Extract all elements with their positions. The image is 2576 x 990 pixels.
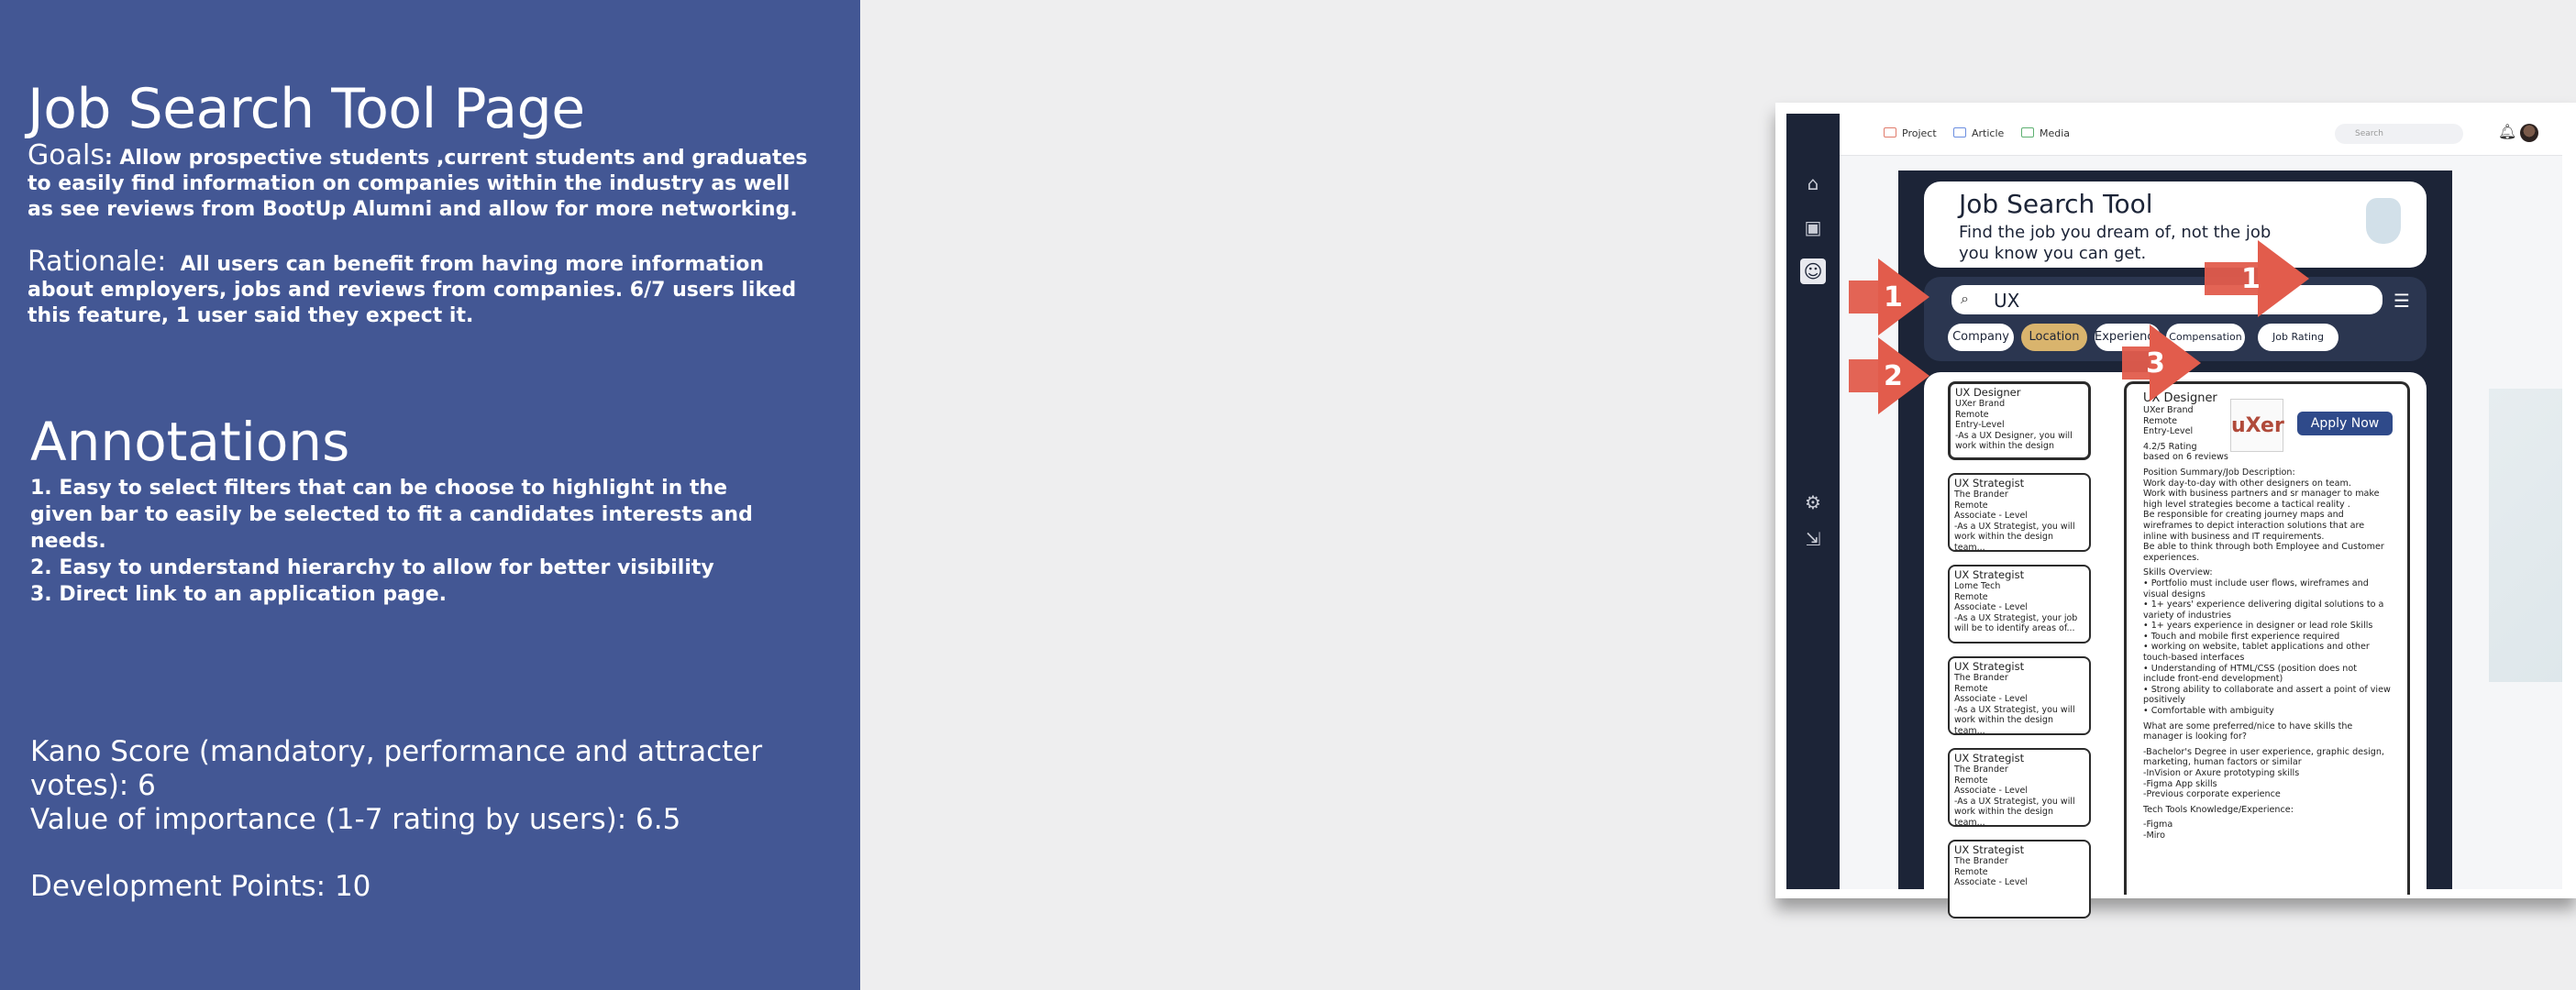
summary-heading: Position Summary/Job Description: [2143,467,2295,478]
reviews-text: based on 6 reviews [2143,452,2228,463]
annotation-item: 2. Easy to understand hierarchy to allow for better visibility [30,556,714,579]
job-card-line: Associate - Level [1954,602,2029,612]
goals-body: : Allow prospective students ,current students and graduates to easily find information on companies within the industry as well as see reviews from BootUp Alumni and allow for more networking. [28,147,808,221]
article-icon [1953,127,1966,138]
job-card-line: Lome Tech [1954,581,2001,591]
annotation-item: 1. Easy to select filters that can be choose to highlight in the given bar to easily be selected to fit a candidates interests and needs. [30,477,753,553]
job-detail [2124,381,2410,895]
job-search-app [1898,170,2452,889]
rating-text: 4.2/5 Rating [2143,441,2197,452]
results-panel [1924,372,2427,889]
filter-compensation[interactable]: Compensation [2166,324,2245,351]
annotation-arrow-3 [2122,324,2201,402]
detail-line: • 1+ years experience in designer or lead role Skills [2143,621,2373,632]
job-card-title: UX Designer [1955,386,2021,399]
detail-line: -Figma [2143,820,2173,830]
search-icon: ⌕ [1961,290,1969,307]
filter-company[interactable]: Company [1948,324,2014,351]
nav-label: Article [1972,127,2005,139]
briefcase-icon[interactable]: ▣ [1804,216,1822,238]
job-card[interactable] [1948,656,2091,735]
job-card-title: UX Strategist [1954,660,2025,673]
skills-heading: Skills Overview: [2143,567,2213,578]
summary-list [2143,478,2391,564]
app-subtitle: Find the job you dream of, not the job you know you can get. [1959,223,2272,263]
nav-media[interactable] [2021,127,2070,139]
detail-line: -Miro [2143,830,2166,841]
nav-label: Project [1902,127,1937,139]
logout-icon[interactable]: ⇲ [1805,528,1821,550]
filter-settings-icon[interactable]: ☰ [2394,290,2410,312]
job-card-line: Remote [1954,775,1988,786]
mockup-screenshot [1786,114,2562,889]
top-search-input[interactable]: Search [2335,124,2463,144]
annotation-arrow-2 [1849,337,1929,414]
nav-project[interactable] [1884,127,1937,139]
annotation-item: 3. Direct link to an application page. [30,583,448,606]
job-card-line: -As a UX Strategist, you will work within the design team... [1954,704,2075,736]
company-logo: uXer [2230,399,2283,452]
goals-label: Goals [28,139,105,171]
goals-text [28,139,816,223]
detail-line: • 1+ years' experience delivering digital solutions to a variety of industries [2143,600,2384,621]
job-card-line: -As a UX Strategist, your job will be to identify areas of... [1954,612,2078,633]
annotations-title: Annotations [30,411,350,473]
job-card[interactable] [1948,840,2091,918]
job-card-line: The Brander [1954,490,2008,500]
bell-icon[interactable]: 🔔︎ [2498,123,2517,140]
preferred-list [2143,747,2391,800]
annotation-marker: 3 [2146,346,2165,380]
job-card[interactable] [1948,565,2091,644]
job-card-title: UX Strategist [1954,477,2025,490]
job-card-line: Remote [1954,866,1988,877]
job-card-line: Associate - Level [1954,511,2029,521]
job-card-line: -As a UX Strategist, you will work within the design team... [1954,521,2075,553]
annotation-marker: 1 [1884,280,1903,314]
detail-line: -Bachelor's Degree in user experience, graphic design, marketing, human factors or similar [2143,746,2384,768]
rationale-label: Rationale: [28,246,167,278]
nav-article[interactable] [1953,127,2004,139]
job-card-title: UX Strategist [1954,752,2025,764]
detail-line: • Touch and mobile first experience required [2143,631,2340,642]
detail-line: • Portfolio must include user flows, wireframes and visual designs [2143,578,2369,600]
job-card-line: Remote [1954,683,1988,694]
mockup-card [1775,103,2576,898]
detail-location: Remote [2143,415,2178,426]
annotation-marker: 2 [1884,359,1903,392]
slide-text-panel [0,0,860,990]
detail-line: Work with business partners and sr manager to make high level strategies become a tactical reality . [2143,489,2380,510]
job-card-title: UX Strategist [1954,843,2025,856]
filter-location[interactable]: Location [2021,324,2087,351]
app-title: Job Search Tool [1959,189,2153,219]
job-card-line: Entry-Level [1955,420,2005,430]
app-header [1924,182,2427,268]
job-card[interactable] [1948,748,2091,827]
detail-level: Entry-Level [2143,426,2194,437]
annotations-list [30,475,764,608]
job-card-line: Associate - Level [1954,877,2029,887]
job-card-line: UXer Brand [1955,399,2006,409]
tools-list [2143,820,2391,841]
detail-company: UXer Brand [2143,405,2194,415]
job-card-line: Remote [1954,500,1988,511]
search-value: UX [1994,290,2020,312]
skills-list [2143,578,2391,717]
home-icon[interactable]: ⌂ [1807,172,1819,194]
media-icon [2021,127,2034,138]
rationale-text [28,246,816,329]
top-nav [1840,114,2562,156]
avatar[interactable] [2520,124,2538,142]
detail-title: UX Designer [2143,391,2217,405]
detail-line: -Previous corporate experience [2143,789,2281,800]
preferred-heading: What are some preferred/nice to have skills the manager is looking for? [2143,720,2353,742]
gear-icon[interactable]: ⚙ [1805,491,1821,513]
job-card-line: The Brander [1954,764,2008,775]
job-card-line: Remote [1954,591,1988,602]
job-card-line: Associate - Level [1954,786,2029,796]
detail-line: • Understanding of HTML/CSS (position does not include front-end development) [2143,663,2358,685]
user-icon[interactable]: ☺ [1800,258,1826,284]
detail-line: -Figma App skills [2143,778,2217,789]
detail-line: Work day-to-day with other designers on team. [2143,478,2351,489]
job-search-input[interactable] [1951,285,2383,314]
filter-job-rating[interactable]: Job Rating [2258,324,2338,351]
job-card[interactable] [1948,473,2091,552]
job-card-line: -As a UX Strategist, you will work within the design team... [1954,796,2075,828]
development-points: Development Points: 10 [30,870,371,903]
job-card-title: UX Strategist [1954,568,2025,581]
annotation-marker: 1 [2241,262,2261,295]
project-icon [1884,127,1896,138]
mockup-panel [860,0,2517,990]
detail-line: • Comfortable with ambiguity [2143,706,2274,717]
detail-line: Be able to think through both Employee and Customer experiences. [2143,542,2384,563]
detail-line: -InVision or Axure prototyping skills [2143,768,2300,778]
filter-experience[interactable]: Experience [2095,324,2161,351]
detail-line: • Strong ability to collaborate and assert a point of view positively [2143,684,2391,706]
job-card-line: Associate - Level [1954,694,2029,704]
importance-score: Value of importance (1-7 rating by users): 6.5 [30,803,681,836]
detail-line: • working on website, tablet applications and other touch-based interfaces [2143,642,2370,664]
job-card-line: The Brander [1954,856,2008,866]
detail-line: Be responsible for creating journey maps and wireframes to depict interaction solutions that are inline with business and IT requirements. [2143,510,2365,542]
job-card[interactable] [1948,381,2091,460]
sidebar [1786,114,1840,889]
scores [30,735,782,837]
job-card-line: The Brander [1954,673,2008,683]
tools-heading: Tech Tools Knowledge/Experience: [2143,804,2294,815]
rationale-body: All users can benefit from having more information about employers, jobs and reviews from companies. 6/7 users liked this feature, 1 user said they expect it. [28,253,797,327]
job-card-line: -As a UX Designer, you will work within the design [1955,430,2073,451]
annotation-arrow-1b [1849,258,1929,336]
nav-label: Media [2040,127,2071,139]
background-decoration [2489,389,2562,682]
logo-icon [2366,198,2401,244]
annotation-arrow-1 [2205,240,2309,317]
slide-title: Job Search Tool Page [28,77,585,141]
job-card-line: Remote [1955,409,1989,420]
apply-now-button[interactable]: Apply Now [2297,412,2393,435]
kano-score: Kano Score (mandatory, performance and attracter votes): 6 [30,735,763,802]
